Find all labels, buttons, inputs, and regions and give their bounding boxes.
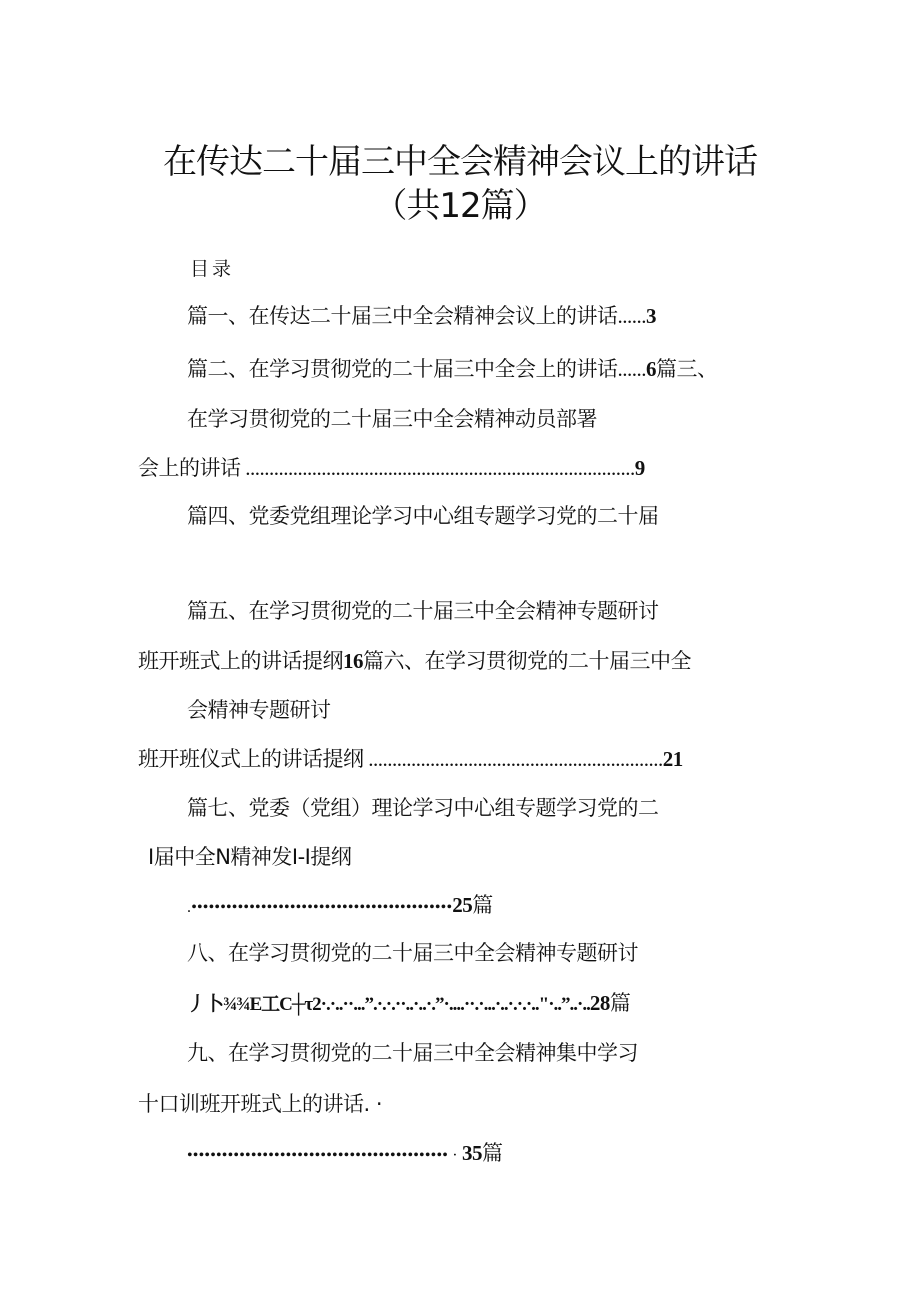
toc-entry-3 (187, 403, 597, 433)
toc-entry-1 (187, 300, 656, 330)
toc-leader-dots: ...... (617, 304, 646, 328)
toc-entry-tail: 篇 (482, 1141, 503, 1165)
toc-entry-text: 篇四、党委党组理论学习中心组专题学习党的二十届 (187, 504, 659, 528)
toc-entry-text: 篇五、在学习贯彻党的二十届三中全会精神专题研讨 (187, 599, 659, 623)
toc-leader-dots: ...... (617, 357, 646, 381)
toc-leader-dots: ••••••••••••••••••••••••••••••••••••••••••••• · (187, 1147, 462, 1164)
toc-entry-text: I届中全N精神发I-I提纲 (148, 845, 352, 869)
toc-page-number: 16 (343, 649, 363, 673)
toc-entry-4 (138, 452, 645, 482)
toc-heading: 目录 (190, 258, 235, 280)
toc-page-number: 35 (462, 1141, 482, 1165)
toc-entry-7 (138, 645, 691, 675)
toc-page-number: 9 (634, 456, 645, 480)
toc-entry-text: 在学习贯彻党的二十届三中全会精神动员部署 (187, 407, 597, 431)
toc-entry-text: 丿卜¾¾E工C┼τ2·.·..··...”.·.·.··..·..·.”·....··.·...·..·.·.·.."·..”..·.. (187, 994, 590, 1015)
toc-entry-11 (148, 841, 351, 871)
toc-page-number: 6 (646, 357, 656, 381)
toc-entry-9 (138, 743, 683, 773)
toc-entry-text: 篇一、在传达二十届三中全会精神会议上的讲话 (187, 304, 618, 328)
toc-entry-5 (187, 500, 659, 530)
toc-entry-8 (187, 694, 331, 724)
toc-entry-tail: 篇 (472, 893, 493, 917)
toc-entry-text: 篇二、在学习贯彻党的二十届三中全会上的讲话 (187, 357, 618, 381)
toc-entry-2 (187, 353, 718, 383)
toc-entry-text: 会精神专题研讨 (187, 698, 331, 722)
toc-entry-text: 篇七、党委（党组）理论学习中心组专题学习党的二 (187, 796, 659, 820)
toc-entry-13 (187, 937, 638, 967)
toc-entry-text: 八、在学习贯彻党的二十届三中全会精神专题研讨 (187, 941, 638, 965)
toc-entry-tail: 篇三、 (656, 357, 718, 381)
toc-leader-dots: .............................................................. (363, 747, 663, 771)
toc-entry-14 (187, 987, 630, 1017)
toc-entry-text: 班开班式上的讲话提纲 (138, 649, 343, 673)
toc-entry-10 (187, 792, 659, 822)
toc-page-number: 25 (452, 893, 473, 917)
toc-entry-tail: 篇 (609, 991, 631, 1015)
toc-entry-text: 十口训班开班式上的讲话. · (138, 1092, 383, 1116)
toc-entry-text: 会上的讲话 (138, 456, 241, 480)
toc-entry-text: 班开班仪式上的讲话提纲 (138, 747, 364, 771)
toc-entry-tail: 篇六、在学习贯彻党的二十届三中全 (363, 649, 691, 673)
toc-entry-12 (187, 889, 493, 919)
document-title: 在传达二十届三中全会精神会议上的讲话 (163, 142, 757, 182)
toc-page-number: 28 (589, 991, 610, 1015)
document-subtitle: （共12篇） (373, 186, 547, 226)
toc-entry-15 (187, 1037, 638, 1067)
toc-leader-dots: .••••••••••••••••••••••••••••••••••••••••••••• (187, 899, 453, 916)
toc-page-number: 21 (662, 747, 683, 771)
toc-entry-text: 九、在学习贯彻党的二十届三中全会精神集中学习 (187, 1041, 638, 1065)
toc-page-number: 3 (646, 304, 656, 328)
toc-entry-16 (138, 1088, 382, 1118)
toc-entry-17 (187, 1137, 503, 1167)
toc-leader-dots: .................................................................................. (240, 456, 635, 480)
toc-entry-6 (187, 595, 659, 625)
